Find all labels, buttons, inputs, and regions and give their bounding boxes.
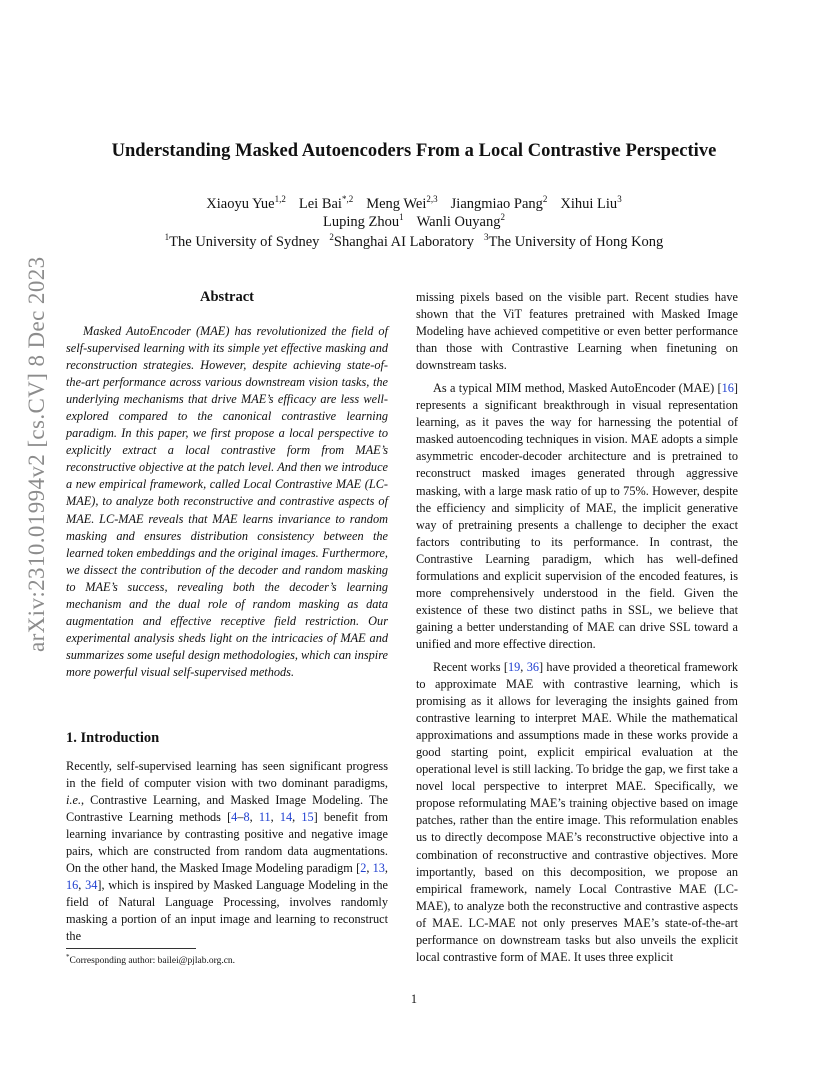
footnote-marker: *	[66, 953, 70, 961]
affiliation-marker: 3	[484, 232, 489, 242]
italic-text: i.e.	[66, 793, 82, 808]
affiliation-name: The University of Hong Kong	[488, 234, 664, 250]
citation-link[interactable]: 11	[258, 810, 271, 825]
citation-link[interactable]: 8	[243, 810, 250, 825]
citation-link[interactable]: 13	[372, 861, 385, 876]
right-paragraph-0: missing pixels based on the visible part. Recent studies have shown that the ViT features pretrained with Masked Image Modeling have achieved competitive or even better performance than those with Contrastive Learning when finetuning on downstream tasks.	[416, 290, 738, 373]
affiliation	[329, 234, 474, 250]
arxiv-stamp-text: arXiv:2310.01994v2 [cs.CV] 8 Dec 2023	[24, 256, 49, 652]
affiliation	[165, 234, 320, 250]
footnote-rule	[66, 948, 196, 949]
author-affiliation-marker: *,2	[341, 194, 354, 204]
introduction-left-column	[66, 758, 388, 946]
author-name: Xihui Liu	[560, 196, 618, 212]
affiliation-name: Shanghai AI Laboratory	[333, 234, 475, 250]
authors-line-1	[0, 195, 828, 213]
abstract-paragraph: Masked AutoEncoder (MAE) has revolutionized the field of self-supervised learning with its simple yet effective masking and reconstruction strategies. However, despite achieving state-of-the-art performance across various downstream vision tasks, the underlying mechanisms that drive MAE’s efficacy are less well-explored compared to the canonical contrastive learning paradigm. In this paper, we first propose a local perspective to explicitly extract a local contrastive form from MAE’s reconstructive objective at the patch level. And then we introduce a new empirical framework, called Local Contrastive MAE (LC-MAE), to analyze both reconstructive and contrastive aspects of MAE. LC-MAE reveals that MAE learns invariance to random masking and ensures distribution consistency between the learned token embeddings and the original images. Furthermore, we dissect the contribution of the decoder and random masking to MAE’s success, revealing both the decoder’s learning mechanism and the dual role of random masking as data augmentation and effective receptive field restriction. Our experimental analysis sheds light on the intricacies of MAE and summarizes some useful design methodologies, which can inspire more powerful visual self-supervised methods.	[66, 324, 388, 679]
arxiv-stamp	[20, 256, 49, 690]
section-heading-introduction: 1. Introduction	[66, 730, 160, 746]
citation-link[interactable]: 16	[66, 878, 79, 893]
author-name: Lei Bai	[298, 196, 342, 212]
author-name: Meng Wei	[366, 196, 427, 212]
citation-link[interactable]: 4	[231, 810, 238, 825]
author-affiliation-marker: 1	[399, 212, 404, 222]
affiliation	[484, 234, 663, 250]
paper-title: Understanding Masked Autoencoders From a Local Contrastive Perspective	[111, 141, 717, 161]
authors-line-2	[0, 213, 828, 231]
citation-link[interactable]: 2	[360, 861, 367, 876]
intro-paragraph-1: Recently, self-supervised learning has seen significant progress in the field of computer vision with two dominant paradigms, i.e., Contrastive Learning, and Masked Image Modeling. The Contrastive Learning methods [4–8, 11, 14, 15] benefit from learning invariance by contrasting positive and negative image pairs, which are constructed from random data augmentations. On the other hand, the Masked Image Modeling paradigm [2, 13, 16, 34], which is inspired by Masked Language Modeling in the field of Natural Language Processing, involves randomly masking a portion of an input image and learning to reconstruct the	[66, 759, 388, 944]
author-name: Wanli Ouyang	[416, 214, 501, 230]
page-number: 1	[410, 992, 418, 1006]
affiliation-name: The University of Sydney	[169, 234, 320, 250]
affiliation-marker: 1	[164, 232, 170, 242]
citation-link[interactable]: 16	[721, 381, 734, 396]
citation-link[interactable]: 14	[279, 810, 293, 825]
affiliations	[0, 233, 828, 251]
author-affiliation-marker: 2	[542, 194, 548, 204]
citation-link[interactable]: 19	[507, 659, 521, 674]
citation-link[interactable]: 15	[301, 810, 314, 825]
affiliation-marker: 2	[329, 232, 334, 242]
author-affiliation-marker: 2,3	[426, 194, 438, 204]
right-paragraph-1: As a typical MIM method, Masked AutoEncoder (MAE) [16] represents a significant breakthrough in visual representation learning, as it paves the way for harnessing the potential of masked autoencoding techniques in vision. MAE adopts a simple asymmetric encoder-decoder architecture and is pretrained to reconstruct masked images generated through aggressive masking, with a large mask ratio of up to 75%. However, despite the efficiency and simplicity of MAE, the implicit generative way of pretraining presents a challenge to decipher the exact factors contributing to its performance. In contrast, the Contrastive Learning paradigm, which has well-defined formulations and explicit supervision of the encoded features, is more comprehensively understood in the field. Given the existence of these two distinct paths in SSL, we believe that gaining a better understanding of MAE can drive SSL toward a unified and more effective direction.	[416, 381, 738, 651]
author-affiliation-marker: 1,2	[274, 194, 286, 204]
author-affiliation-marker: 2	[500, 212, 505, 222]
author-name: Jiangmiao Pang	[450, 196, 543, 212]
right-paragraph-2: Recent works [19, 36] have provided a theoretical framework to approximate MAE with contrastive learning, which is promising as it allows for leveraging the insights gained from contrastive learning to interpret MAE. While the mathematical approximations and assumptions made in these works provide a good starting point, explicit empirical evaluation at the operational level is still lacking. To bridge the gap, we first take a novel local perspective to interpret MAE. Specifically, we propose reformulating MAE’s training objective based on image patches, rather than the entire image. This reformulation enables us to directly decompose MAE’s reconstructive objective into a combination of reconstructive and contrastive objectives. More importantly, based on this decomposition, we propose an empirical framework, namely Local Contrastive MAE (LC-MAE), to analyze both the reconstructive and contrastive aspects of MAE. LC-MAE not only preserves MAE’s state-of-the-art performance on downstream tasks but also unveils the explicit local contrastive form of MAE. It uses three explicit	[416, 659, 738, 964]
citation-link[interactable]: 34	[85, 878, 98, 893]
footnote-text: Corresponding author: bailei@pjlab.org.cn.	[69, 956, 236, 966]
author-name: Luping Zhou	[323, 214, 400, 230]
author-name: Xiaoyu Yue	[206, 196, 275, 212]
citation-link[interactable]: 36	[526, 659, 539, 674]
abstract-body	[66, 323, 388, 681]
author-affiliation-marker: 3	[617, 194, 622, 204]
right-column	[416, 289, 738, 966]
abstract-heading: Abstract	[200, 289, 254, 305]
footnote	[66, 955, 235, 967]
